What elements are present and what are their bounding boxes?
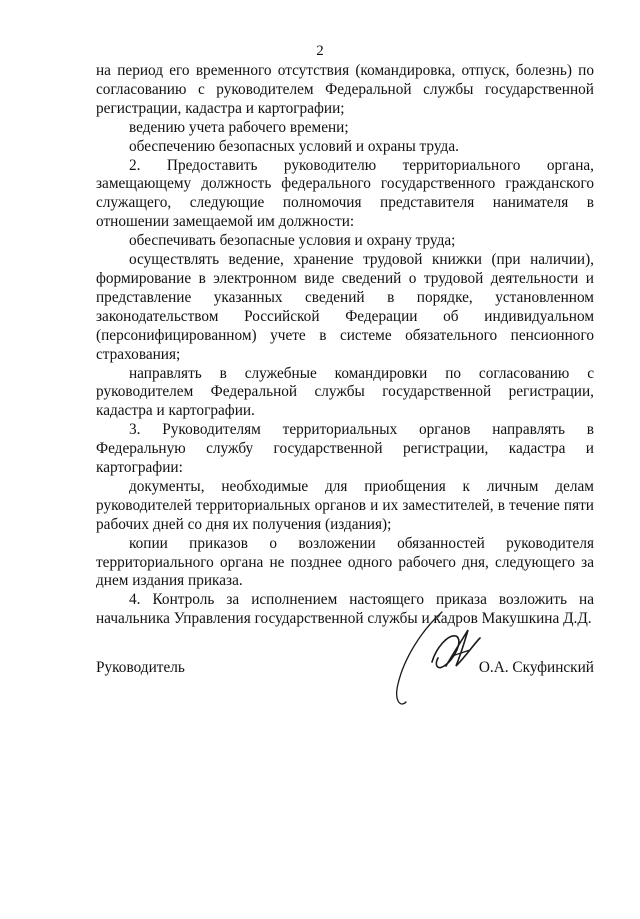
paragraph-6: осуществлять ведение, хранение трудовой книжки (при наличии), формирование в электронном виде сведений о трудовой деятельности и представление указанных сведений в порядке, установленном законодательством Российской Федерации об индивидуальном (персонифицированном) учете в системе обязательного пенсионного страхования; bbox=[96, 251, 594, 363]
signature-block bbox=[96, 659, 594, 689]
signer-title: Руководитель bbox=[96, 659, 185, 676]
paragraph-3: обеспечению безопасных условий и охраны труда. bbox=[129, 137, 459, 155]
signer-name: О.А. Скуфинский bbox=[478, 659, 594, 676]
paragraph-11: 4. Контроль за исполнением настоящего приказа возложить на начальника Управления государственной службы и кадров Макушкина Д.Д. bbox=[96, 591, 594, 628]
paragraph-2: ведению учета рабочего времени; bbox=[129, 118, 349, 136]
paragraph-8: 3. Руководителям территориальных органов направлять в Федеральную службу государственной регистрации, кадастра и картографии: bbox=[96, 421, 594, 477]
paragraph-9: документы, необходимые для приобщения к личным делам руководителей территориальных органов и их заместителей, в течение пяти рабочих дней со дня их получения (издания); bbox=[96, 477, 594, 533]
document-body bbox=[96, 62, 594, 629]
paragraph-10: копии приказов о возложении обязанностей руководителя территориального органа не позднее одного рабочего дня, следующего за днем издания приказа. bbox=[96, 534, 594, 590]
page-number: 2 bbox=[316, 43, 324, 59]
paragraph-7: направлять в служебные командировки по согласованию с руководителем Федеральной службы государственной регистрации, кадастра и картографии. bbox=[96, 364, 594, 420]
paragraph-5: обеспечивать безопасные условия и охрану труда; bbox=[129, 232, 456, 250]
paragraph-1: на период его временного отсутствия (командировка, отпуск, болезнь) по согласованию с руководителем Федеральной службы государственной регистрации, кадастра и картографии; bbox=[96, 62, 594, 117]
paragraph-4: 2. Предоставить руководителю территориального органа, замещающему должность федерального государственного гражданского служащего, следующие полномочия представителя нанимателя в отношении замещаемой им должности: bbox=[96, 156, 594, 231]
